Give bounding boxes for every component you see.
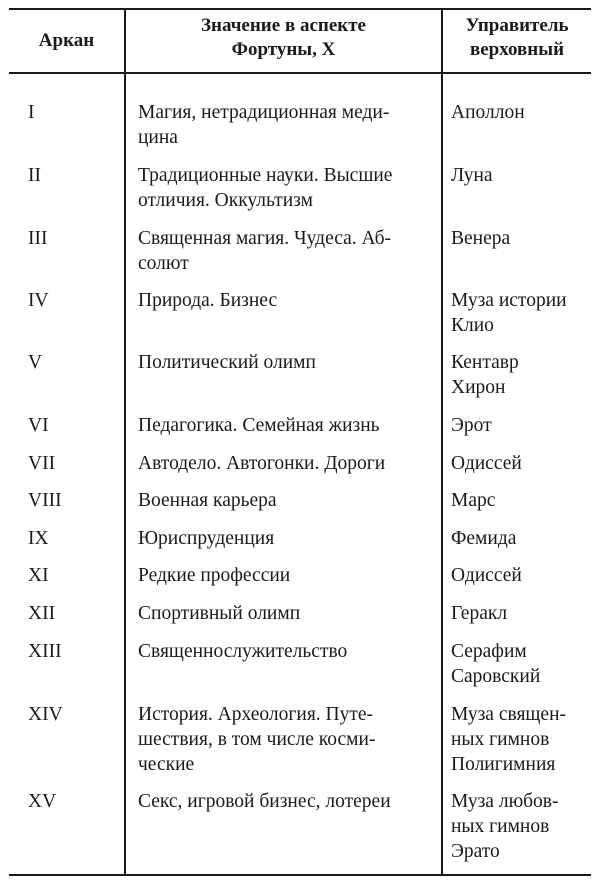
row-ruler: Муза священ- ных гимнов Полигимния <box>451 704 567 775</box>
row-meaning: Юриспруденция <box>138 528 275 549</box>
row-arcana: III <box>28 228 48 249</box>
row-ruler: Одиссей <box>451 565 522 586</box>
row-ruler: Кентавр Хирон <box>451 352 519 398</box>
row-arcana: IX <box>28 528 49 549</box>
row-ruler: Эрот <box>451 415 492 436</box>
row-arcana: I <box>28 102 35 123</box>
row-meaning: Магия, нетрадиционная меди- цина <box>138 102 390 148</box>
row-meaning: Автодело. Автогонки. Дороги <box>138 453 386 474</box>
row-ruler: Луна <box>451 165 493 186</box>
column-divider-2 <box>441 8 443 876</box>
header-meaning <box>126 14 441 62</box>
row-arcana: XII <box>28 603 56 624</box>
row-arcana: VI <box>28 415 49 436</box>
row-meaning: Военная карьера <box>138 490 277 511</box>
row-arcana: V <box>28 352 43 373</box>
header-ruler-line1: Управитель <box>465 15 569 36</box>
row-ruler: Одиссей <box>451 453 522 474</box>
column-divider-1 <box>124 8 126 876</box>
header-ruler-line2: верховный <box>469 39 565 60</box>
row-arcana: IV <box>28 290 49 311</box>
table-top-rule <box>9 8 591 10</box>
header-meaning-line1: Значение в аспекте <box>201 15 366 36</box>
row-meaning: Природа. Бизнес <box>138 290 278 311</box>
row-arcana: II <box>28 165 41 186</box>
row-ruler: Геракл <box>451 603 508 624</box>
row-arcana: XIV <box>28 704 63 725</box>
header-ruler <box>443 14 591 62</box>
table-bottom-rule <box>9 874 591 876</box>
row-meaning: Политический олимп <box>138 352 316 373</box>
row-ruler: Марс <box>451 490 496 511</box>
row-arcana: XV <box>28 791 57 812</box>
row-ruler: Серафим Саровский <box>451 641 541 687</box>
row-meaning: Секс, игровой бизнес, лотереи <box>138 791 391 812</box>
row-meaning: Традиционные науки. Высшие отличия. Оккультизм <box>138 165 393 211</box>
row-meaning: Педагогика. Семейная жизнь <box>138 415 380 436</box>
row-ruler: Фемида <box>451 528 517 549</box>
row-meaning: Священнослужительство <box>138 641 348 662</box>
row-arcana: XIII <box>28 641 62 662</box>
header-bottom-rule <box>9 72 591 74</box>
row-arcana: XI <box>28 565 49 586</box>
row-ruler: Муза истории Клио <box>451 290 567 336</box>
row-arcana: VII <box>28 453 56 474</box>
row-meaning: Спортивный олимп <box>138 603 301 624</box>
row-ruler: Муза любов- ных гимнов Эрато <box>451 791 559 862</box>
row-arcana: VIII <box>28 490 62 511</box>
header-meaning-line2: Фортуны, X <box>231 39 336 60</box>
row-meaning: История. Археология. Путе- шествия, в том числе косми- ческие <box>138 704 376 775</box>
header-arcana: Аркан <box>38 30 95 51</box>
row-ruler: Венера <box>451 228 511 249</box>
row-meaning: Редкие профессии <box>138 565 291 586</box>
row-ruler: Аполлон <box>451 102 525 123</box>
row-meaning: Священная магия. Чудеса. Аб- солют <box>138 228 392 274</box>
